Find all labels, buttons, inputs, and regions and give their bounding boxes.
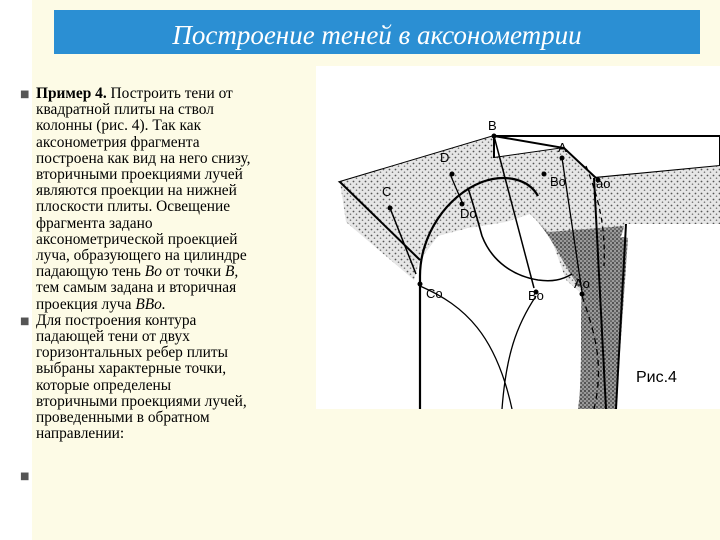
label-do: Do [460,206,477,221]
para1-line: Построить тени от [110,85,233,102]
para1-line: аксонометрической проекцией [36,230,238,248]
para1-line: аксонометрия фрагмента [36,133,200,151]
para1-line: луча, образующего на цилиндре [36,247,247,265]
label-d: D [440,150,450,165]
para2-line: проведенными в обратном [36,409,210,427]
construction-curve [420,286,512,409]
para2-line: вторичными проекциями лучей, [36,392,247,410]
point-marker [388,206,393,211]
point-marker [542,172,547,177]
para1-line: фрагмента задано [36,214,153,232]
para1-line: квадратной плиты на ствол [36,101,214,119]
para1-line: проекция луча [36,295,132,313]
label-ao-bottom: Ao [574,276,590,291]
label-bo-bottom: Bo [528,288,544,303]
bullet-icon: ■ [20,89,30,100]
paragraph-contour [20,313,320,443]
figure-caption: Рис.4 [636,369,677,386]
label-a: A [558,140,567,155]
para1-line: построена как вид на него снизу, [36,149,251,167]
point-b: B, [224,263,239,281]
para1-line: тем самым задана и вторичная [36,279,237,297]
para1-line: колонны (рис. 4). Так как [36,117,202,135]
point-marker [580,292,585,297]
label-co: Co [426,286,443,301]
column-shadow-figure [316,66,720,409]
shadow-point-bo: Bo [144,263,162,281]
para2-line: выбраны характерные точки, [36,360,227,378]
bullet-icon: ■ [20,471,30,482]
para2-line: направлении: [36,425,125,443]
text-content [20,86,320,442]
ray-bbo: BBo. [135,295,166,313]
empty-bullet [20,466,29,484]
point-marker [492,134,497,139]
para1-line: падающую тень [36,263,141,281]
slide-title: Построение теней в аксонометрии [54,10,700,54]
label-ao: ao [596,176,611,191]
label-bo-top: Bo [550,174,566,189]
point-marker [450,172,455,177]
point-marker [418,282,423,287]
para1-line: вторичными проекциями лучей [36,166,243,184]
label-c: C [382,184,392,199]
para1-from-point: от точки [165,263,222,281]
para2-line: Для построения контура [36,311,197,329]
example-label: Пример 4. [36,85,107,102]
bullet-icon: ■ [20,315,30,327]
para1-line: плоскости плиты. Освещение [36,198,231,216]
label-b: B [488,118,497,133]
para2-line: горизонтальных ребер плиты [36,344,228,362]
para2-line: которые определены [36,376,172,394]
para1-line: являются проекции на нижней [36,182,237,200]
point-marker [560,156,565,161]
paragraph-example-4 [20,86,320,313]
para2-line: падающей тени от двух [36,328,190,346]
construction-curve [502,296,536,409]
